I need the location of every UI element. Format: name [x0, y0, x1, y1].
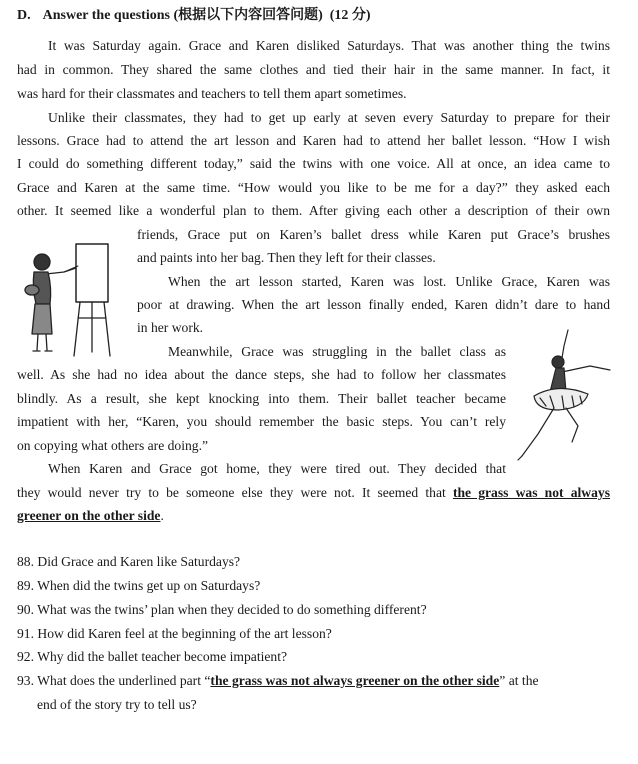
- passage-line: lessons. Grace had to attend the art lesson and Karen had to attend her ballet lesson. “How I wish: [17, 133, 610, 148]
- question-93-text: What does the underlined part “: [37, 673, 211, 688]
- underlined-phrase: the grass was not always greener on the other side: [210, 673, 500, 688]
- passage-text: they would never try to be someone else they were not. It seemed that: [17, 485, 453, 500]
- passage-line: Grace and Karen at the same time. “How would you like to be me for a day?” they asked each: [17, 180, 610, 195]
- passage-line: and paints into her bag. Then they left for their classes.: [137, 250, 436, 265]
- ballerina-illustration: [506, 326, 624, 466]
- section-title: Answer the questions (根据以下内容回答问题): [42, 8, 323, 23]
- section-points: (12 分): [329, 8, 371, 23]
- passage-line: [17, 485, 610, 501]
- question-93-number: 93.: [17, 673, 34, 688]
- passage-line: [17, 508, 164, 524]
- passage-line: impatient with her, “Karen, you should remember the basic steps. You can’t rely: [17, 414, 506, 429]
- passage-line: blindly. As a result, she kept knocking into them. Their ballet teacher became: [17, 391, 506, 406]
- question-92: 92. Why did the ballet teacher become impatient?: [17, 649, 288, 664]
- underlined-phrase: the grass was not always: [452, 485, 611, 500]
- passage-line: friends, Grace put on Karen’s ballet dress while Karen put Grace’s brushes: [137, 227, 610, 242]
- passage-text: .: [160, 508, 164, 523]
- passage-line: had in common. They shared the same clothes and tied their hair in the same manner. In fact, it: [17, 62, 610, 77]
- passage-line: poor at drawing. When the art lesson finally ended, Karen didn’t dare to hand: [137, 297, 610, 312]
- section-heading: [17, 7, 371, 25]
- passage-line: was hard for their classmates and teachers to tell them apart sometimes.: [17, 86, 407, 101]
- question-89: 89. When did the twins get up on Saturdays?: [17, 578, 261, 593]
- question-88: 88. Did Grace and Karen like Saturdays?: [17, 554, 241, 569]
- passage-line: on copying what others are doing.”: [17, 438, 209, 453]
- passage-line: other. It seemed like a wonderful plan to them. After giving each other a description of their own: [17, 203, 610, 218]
- question-93: [17, 673, 539, 689]
- passage-line: Unlike their classmates, they had to get up early at seven every Saturday to prepare for their: [48, 110, 610, 125]
- question-93-text: ” at the: [499, 673, 539, 688]
- passage-line: Meanwhile, Grace was struggling in the ballet class as: [168, 344, 506, 359]
- question-93-continued: end of the story try to tell us?: [37, 697, 197, 712]
- painter-illustration: [18, 238, 118, 358]
- section-label: D.: [17, 8, 31, 23]
- passage-line: in her work.: [137, 320, 204, 335]
- passage-line: well. As she had no idea about the dance steps, she had to follow her classmates: [17, 367, 506, 382]
- question-91: 91. How did Karen feel at the beginning of the art lesson?: [17, 626, 332, 641]
- passage-line: When the art lesson started, Karen was lost. Unlike Grace, Karen was: [168, 274, 610, 289]
- passage-line: I could do something different today,” said the twins with one voice. All at once, an idea came to: [17, 156, 610, 171]
- question-90: 90. What was the twins’ plan when they decided to do something different?: [17, 602, 427, 617]
- underlined-phrase: greener on the other side: [17, 508, 161, 523]
- passage-line: When Karen and Grace got home, they were tired out. They decided that: [48, 461, 506, 476]
- passage-line: It was Saturday again. Grace and Karen disliked Saturdays. That was another thing the twins: [48, 38, 610, 53]
